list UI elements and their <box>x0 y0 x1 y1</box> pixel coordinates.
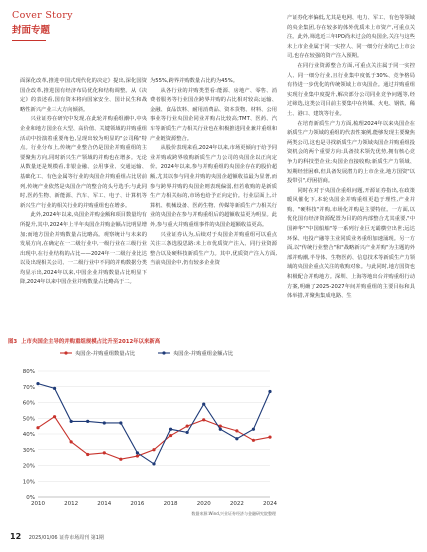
footer-text: 2025/01/06 证券市场周刊 第1期 <box>28 535 104 541</box>
series-lines <box>36 382 271 466</box>
legend-marker <box>162 351 165 354</box>
data-point <box>86 420 89 423</box>
data-point <box>169 428 172 431</box>
header-rule <box>12 40 46 41</box>
figure-caption: 上市央国企主导的并购重组规模占比升至2012年以来新高 <box>21 339 161 345</box>
data-point <box>186 431 189 434</box>
y-tick-label: 80% <box>22 369 35 375</box>
section-title-cn: 封面专题 <box>12 25 51 36</box>
data-point <box>103 451 106 454</box>
y-axis <box>23 369 35 501</box>
data-point <box>86 453 89 456</box>
line-chart <box>8 345 280 513</box>
data-point <box>119 421 122 424</box>
data-point <box>202 402 205 405</box>
data-point <box>36 426 39 429</box>
data-point <box>70 440 73 443</box>
paragraph: 在培育新质生产力方面,梳理2024年以来央国企在新质生产力领域的重组的代表性案例,能够发现主要聚焦两类公司,这也是寻找新质生产力领域央国企并购重组投资机会的两个重要方向:具备技术领先优势,拥有核心竞争力的科技型企业;央国企直接收购;新质生产力领域、短期经营困难,但具备发展潜力的上市企业,地方国资"以投带引",纾困招商。 <box>287 120 415 185</box>
y-tick-label: 70% <box>22 384 35 391</box>
y-tick-label: 10% <box>22 479 35 486</box>
data-point <box>252 428 255 431</box>
figure-title <box>8 337 280 345</box>
x-tick-label: 2018 <box>163 501 178 507</box>
data-point <box>136 451 139 454</box>
paragraph: 兴业证券认为,后续对于央国企并购重组可以重点关注三条选股思路:未上市优质资产注入、同行业资源整合以及硬科技新质生产力。其中,优质资产注入方面,当前央国企中,仍有较多企业资 <box>150 231 277 267</box>
x-tick-label: 2014 <box>97 501 112 507</box>
x-tick-label: 2020 <box>196 501 211 507</box>
figure-3 <box>8 337 280 519</box>
data-point <box>252 439 255 442</box>
legend-label: 央国企-并购重组金额占比 <box>173 351 234 357</box>
paragraph: 面深化改革,推进中国式现代化的决定》提出,深化国资国企改革,推进国有经济布局优化和结构调整。从《决定》的表述看,国有资本将向国家安全、国计民生和战略性新兴产业三大方向倾斜。 <box>20 78 147 113</box>
x-tick-label: 2022 <box>229 501 244 507</box>
data-point <box>36 382 39 385</box>
figure-source: 数据来源:Wind,兴业证券经济与金融研究院整理 <box>191 511 276 516</box>
x-tick-label: 2016 <box>130 501 145 507</box>
section-header <box>12 10 73 41</box>
paragraph: 兴业证券在研究中发现,在此轮并购重组潮中,中央企业和地方国企在大型、高价值、关键领域的并购重组活动中扮演着重要角色,呈现出较为明显的"公司稀"特点。行业分布上,传统产业整合仍是国企并购重组的主要聚焦方向,同时新兴生产领域的并购也在增多。无论从数量还是规模看,非银金融、公用事业、交通运输、基础化工、有色金属等行业的央国企并购重组占比居前列,传统产业依然是央国企产的整合的头号选手;与此同时,医药生物、新能源、汽车、军工、电子、计算机等新兴生产行业的相关行业的并购重组也在增多。 <box>20 116 147 209</box>
chart-legend <box>60 349 234 357</box>
data-point <box>202 418 205 421</box>
page-footer <box>10 532 104 541</box>
data-point <box>152 462 155 465</box>
figure-number: 图3 <box>8 339 18 345</box>
x-tick-label: 2010 <box>31 501 45 507</box>
series-line-2 <box>38 384 270 464</box>
chart-grid <box>38 371 270 497</box>
legend-label: 央国企-并购重组数量占比 <box>75 351 136 357</box>
x-axis <box>31 501 277 507</box>
y-tick-label: 0% <box>26 495 35 501</box>
data-point <box>152 448 155 451</box>
page-number: 12 <box>10 532 22 541</box>
x-tick-label: 2024 <box>263 501 277 507</box>
legend-marker <box>64 351 67 354</box>
data-point <box>70 420 73 423</box>
section-title-en: Cover Story <box>12 10 73 21</box>
y-tick-label: 30% <box>22 447 35 454</box>
data-point <box>136 454 139 457</box>
data-point <box>235 437 238 440</box>
data-point <box>268 436 271 439</box>
paragraph: 产证券化率偏低,尤其是电网、电力、军工、有色等领域的央企集团,存在较多的体外优质未上市资产,可重点关注。此外,筛选近三年IPO尚未过会的央国企,关注与这些未上市企业属于同一实控人、同一细分行业的已上市公司,也存在较强的资产注入预期。 <box>287 15 415 60</box>
data-point <box>169 434 172 437</box>
data-point <box>235 429 238 432</box>
paragraph: 为55%,跨界并购数量占比约为45%。 <box>150 78 239 84</box>
paragraph: 此外,2024年以来,央国企并购金额和项目数量均有所提升,其中,2024年上半年央国企并购金额占比明显增加;而地方国企并购数量占比略高。观察统计与未来的发展方向,在确定在一二级行业中,一级行业在三级行业出现中,在行业结构的占比——2024年一二级行业比达以及出现相关公司、一二级行业中不同的并购数据分类均显示出,2024年以来,中国企业并购数量占比明显下降,2024年以来中国企业并购数量占比略高于二。 <box>20 212 147 286</box>
paragraph: 从股价表现来看,2024年以来,市场更倾向于给予同业并购或跨界收购新质生产力公司的央国企以正向定价。2024年以来,参与并购重组的央国企存在的股价超额,尤其以参与同业并购的央国企超额收益最为显著,而参与跨界并购的央国企则表现偏弱,但若收购的是新质生产力相关标的,市场也给予正向定价。行业层面上,计算机、机械设备、医药生物、传媒等新质生产力相关行业的央国企在参与并购重组后的超额收益更为明显。此外,参与重大并购重组事件的央国企超额收益更高。 <box>150 145 277 228</box>
y-tick-label: 40% <box>22 432 35 438</box>
paragraph: 同时在对于央国企重组问题,开源证券指出,在政策暖风催化下,本轮央国企并购重组更趋于理性,产业并购、"硬科技"并购,市场化并购是主要特征。一方面,以优化国有经济资源配置为目的的内部整合尤其重要,"中国神华""中国船舶"等一系列行业巨无霸横空出世;远达环保、电投产融等主业同质业务重组加速涌现。另一方面,以"传统行业整合"和"战略新兴产业并购"为主题的外部并购潮,半导体、生物医药、信息技术等新质生产力领域的央国企重点关注的收购对象。与此同时,地方国资也积极配合并购地方。深圳、上海等地出台并购重组行动方案,明确了2025-2027年间并购重组的主要目标和具体举措,并聚焦集成电路、生 <box>287 187 415 300</box>
data-point <box>186 425 189 428</box>
data-point <box>119 458 122 461</box>
paragraph: 在同行业资源整合方面,可重点关注属于同一实控人、同一细分行业,且行业集中度低于30%、竞争格局有待进一步优化的传统领域上市央国企。通过并购重组实现行业集中度提升,解决部分公司同业竞争问题等,经过筛选,这类公司目前主要集中在传媒、火电、钢铁、稀土、港口、建筑等行业。 <box>287 62 415 117</box>
data-point <box>219 428 222 431</box>
y-tick-label: 50% <box>22 416 35 423</box>
data-point <box>53 415 56 418</box>
paragraph: 从各行业的并购类型看:能源、房地产、零售、消费者服务等行业国企跨界并购的占比相对较高;运输、金融、食品饮料、耐用消费品、资本货物、材料、公用事业等行业央国企同业并购占比较高;TMT、医药、汽车等新质生产力相关行业也在积极推进同业兼并重组和产业链资源整合。 <box>150 87 277 142</box>
data-point <box>53 387 56 390</box>
article-column-3 <box>287 14 415 302</box>
article-column-1 <box>20 77 147 288</box>
article-column-2 <box>150 77 277 269</box>
data-point <box>103 421 106 424</box>
y-tick-label: 20% <box>22 463 35 470</box>
x-tick-label: 2012 <box>64 501 79 507</box>
y-tick-label: 60% <box>22 400 35 407</box>
data-point <box>268 390 271 393</box>
